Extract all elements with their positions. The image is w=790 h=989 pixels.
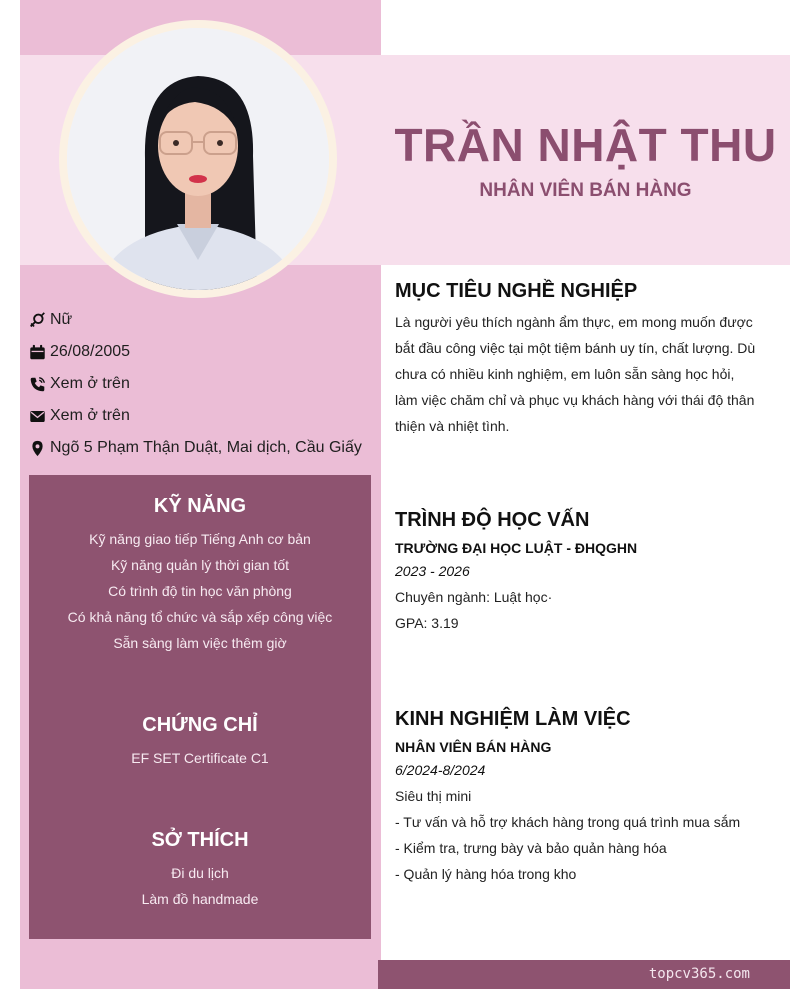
objective-line: Là người yêu thích ngành ẩm thực, em mong muốn được	[395, 314, 753, 330]
birthday-text: 26/08/2005	[50, 343, 131, 360]
skill-item: Kỹ năng giao tiếp Tiếng Anh cơ bản	[89, 531, 311, 547]
experience-period: 6/2024-8/2024	[395, 762, 486, 778]
experience-duty: - Kiểm tra, trưng bày và bảo quản hàng hóa	[395, 840, 667, 856]
contact-phone	[29, 368, 379, 400]
skills-heading: KỸ NĂNG	[153, 495, 247, 517]
skill-item: Có khả năng tổ chức và sắp xếp công việc	[67, 609, 333, 625]
contact-list	[29, 304, 379, 464]
certificate-item: EF SET Certificate C1	[131, 750, 269, 766]
objective-line: bắt đầu công việc tại một tiệm bánh uy tín, chất lượng. Dù	[395, 340, 756, 356]
experience-position: NHÂN VIÊN BÁN HÀNG	[395, 739, 552, 755]
contact-gender	[29, 304, 379, 336]
objective-line: chưa có nhiều kinh nghiệm, em luôn sẵn sàng học hỏi,	[395, 366, 735, 382]
experience-section	[395, 707, 765, 887]
skill-item: Kỹ năng quản lý thời gian tốt	[110, 557, 290, 573]
gender-icon	[29, 312, 46, 329]
education-heading: TRÌNH ĐỘ HỌC VẤN	[395, 509, 590, 531]
education-major: Chuyên ngành: Luật học·	[395, 589, 553, 605]
objective-line: thiện và nhiệt tình.	[395, 418, 510, 434]
experience-duty: - Tư vấn và hỗ trợ khách hàng trong quá trình mua sắm	[395, 814, 741, 830]
sidebar-panel	[29, 475, 371, 939]
job-title: NHÂN VIÊN BÁN HÀNG	[479, 180, 692, 201]
hobby-item: Đi du lịch	[171, 865, 229, 881]
candidate-name: TRẦN NHẬT THU	[394, 119, 777, 171]
avatar	[59, 20, 337, 298]
certificates-heading: CHỨNG CHỈ	[142, 714, 258, 736]
contact-birthday	[29, 336, 379, 368]
experience-duty: - Quản lý hàng hóa trong kho	[395, 866, 577, 882]
location-pin-icon	[29, 440, 46, 457]
contact-email	[29, 400, 379, 432]
email-icon	[29, 408, 46, 425]
skill-item: Có trình độ tin học văn phòng	[108, 583, 292, 599]
calendar-icon	[29, 344, 46, 361]
hobbies-heading: SỞ THÍCH	[151, 829, 249, 851]
experience-company: Siêu thị mini	[395, 788, 472, 804]
address-text: Ngõ 5 Phạm Thận Duật, Mai dịch, Cầu Giấy	[50, 439, 362, 456]
profile-photo	[67, 28, 329, 290]
skills-section	[29, 495, 371, 656]
objective-line: làm việc chăm chỉ và phục vụ khách hàng với thái độ thân	[395, 392, 755, 408]
hobbies-section	[29, 829, 371, 912]
certificates-section	[29, 714, 371, 771]
email-text: Xem ở trên	[50, 407, 130, 424]
objective-heading: MỤC TIÊU NGHỀ NGHIỆP	[395, 280, 638, 302]
footer-website: topcv365.com	[648, 966, 750, 982]
phone-icon	[29, 376, 46, 393]
education-period: 2023 - 2026	[395, 563, 470, 579]
school-name: TRƯỜNG ĐẠI HỌC LUẬT - ĐHQGHN	[395, 540, 638, 556]
objective-text	[395, 309, 765, 439]
portrait-illustration	[67, 28, 329, 290]
education-section	[395, 508, 765, 636]
experience-heading: KINH NGHIỆM LÀM VIỆC	[395, 708, 631, 730]
phone-text: Xem ở trên	[50, 375, 130, 392]
gender-text: Nữ	[50, 311, 73, 328]
footer-bar	[378, 960, 790, 989]
hobby-item: Làm đồ handmade	[141, 891, 259, 907]
objective-section	[395, 279, 765, 439]
skill-item: Sẵn sàng làm việc thêm giờ	[113, 635, 287, 651]
contact-address	[29, 432, 379, 464]
education-gpa: GPA: 3.19	[395, 615, 459, 631]
